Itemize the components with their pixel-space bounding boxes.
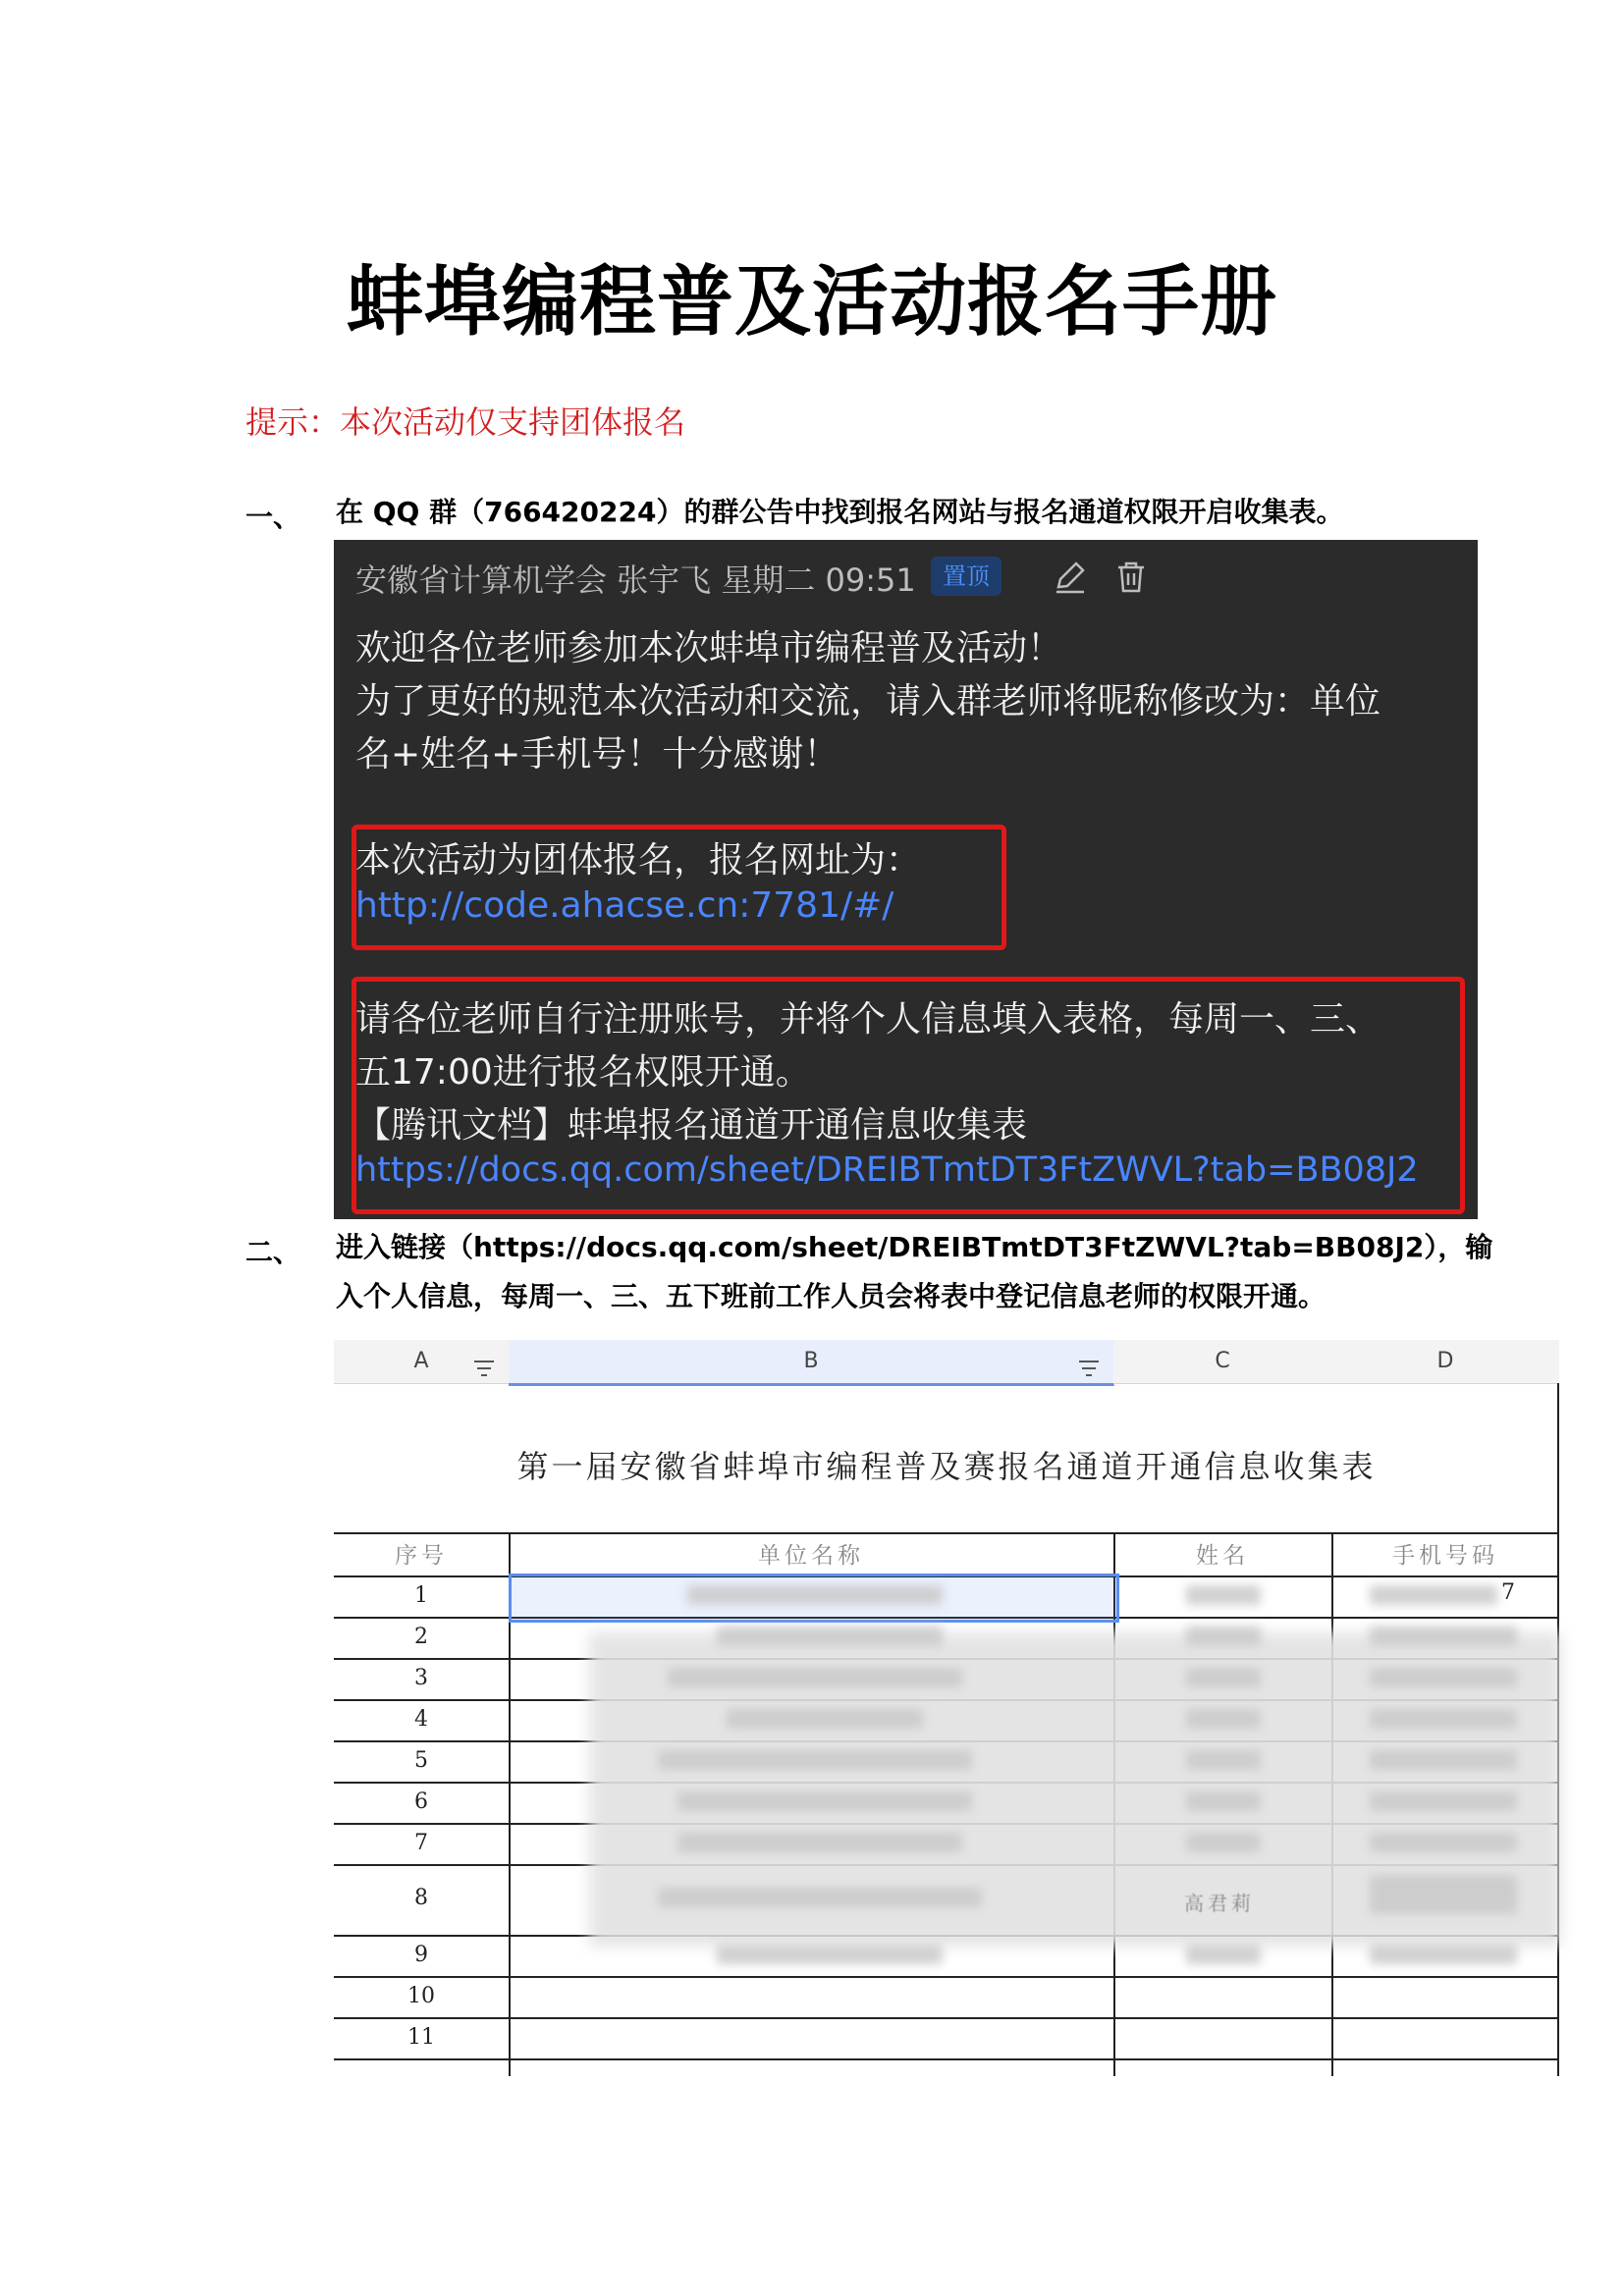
redacted-unit-name (677, 1791, 972, 1811)
redacted-phone (1370, 1791, 1517, 1811)
redacted-unit-name (658, 1750, 972, 1770)
table-border (334, 2058, 1559, 2060)
column-header-c[interactable] (1113, 1340, 1332, 1384)
header-unit-name: 单位名称 (758, 1543, 864, 1569)
filter-icon[interactable] (1078, 1352, 1100, 1395)
header-serial: 序号 (395, 1543, 448, 1569)
step-2-text-line2: 入个人信息，每周一、三、五下班前工作人员会将表中登记信息老师的权限开通。 (336, 1280, 1326, 1312)
column-header-label: A (413, 1349, 429, 1373)
redacted-name (1186, 1833, 1261, 1852)
redacted-phone (1370, 1668, 1517, 1687)
row-number: 2 (414, 1625, 428, 1649)
highlight-box-registration (352, 825, 1006, 950)
redacted-name (1186, 1791, 1261, 1811)
redacted-unit-name (727, 1709, 923, 1729)
step-2-number: 二、 (245, 1236, 301, 1268)
redacted-unit-name (687, 1585, 943, 1605)
announcement-header: 安徽省计算机学会 张宇飞 星期二 09:51 (355, 561, 916, 599)
row-number: 10 (407, 1984, 435, 2008)
column-header-label: D (1436, 1349, 1454, 1373)
step-1-text: 在 QQ 群（766420224）的群公告中找到报名网站与报名通道权限开启收集表。 (336, 496, 1344, 528)
announcement-line: 名+姓名+手机号！十分感谢！ (355, 734, 839, 774)
highlight-box-collection-form (352, 977, 1465, 1214)
step-1-number: 一、 (245, 501, 301, 533)
header-phone: 手机号码 (1392, 1543, 1498, 1569)
sheet-title: 第一届安徽省蚌埠市编程普及赛报名通道开通信息收集表 (516, 1448, 1377, 1485)
redacted-name (1186, 1668, 1261, 1687)
announcement-line: 【腾讯文档】蚌埠报名通道开通信息收集表 (355, 1105, 1028, 1146)
row-number: 11 (407, 2025, 435, 2050)
pin-badge: 置顶 (931, 557, 1001, 596)
redacted-name (1186, 1709, 1261, 1729)
redacted-name (1186, 1585, 1261, 1605)
redacted-phone (1370, 1750, 1517, 1770)
partial-phone: 7 (1501, 1580, 1515, 1605)
step-2-text-line1: 进入链接（https://docs.qq.com/sheet/DREIBTmtDT3FtZWVL?tab=BB08J2），输 (336, 1231, 1493, 1263)
redacted-phone (1370, 1709, 1517, 1729)
redacted-unit-name (717, 1627, 943, 1646)
partial-name: 高君莉 (1184, 1892, 1255, 1915)
row-number: 5 (414, 1748, 428, 1773)
spreadsheet (334, 1340, 1559, 2076)
row-number: 6 (414, 1789, 428, 1814)
announcement-line: 请各位老师自行注册账号，并将个人信息填入表格，每周一、三、 (355, 999, 1381, 1040)
hint-text: 提示：本次活动仅支持团体报名 (245, 403, 686, 441)
row-number: 1 (414, 1583, 428, 1608)
redacted-phone (1370, 1833, 1517, 1852)
redacted-name (1186, 1750, 1261, 1770)
table-border (334, 1532, 1559, 1534)
tencent-doc-link[interactable]: https://docs.qq.com/sheet/DREIBTmtDT3FtZWVL?tab=BB08J2 (355, 1150, 1419, 1190)
redacted-unit-name (668, 1668, 962, 1687)
redacted-unit-name (717, 1945, 943, 1964)
announcement-line: 本次活动为团体报名，报名网址为： (355, 840, 922, 881)
announcement-line: 欢迎各位老师参加本次蚌埠市编程普及活动！ (355, 628, 1063, 668)
edit-icon[interactable] (1051, 558, 1090, 601)
redacted-phone (1370, 1585, 1497, 1605)
announcement-line: 为了更好的规范本次活动和交流，请入群老师将昵称修改为：单位 (355, 681, 1381, 721)
filter-icon[interactable] (473, 1352, 495, 1395)
registration-site-link[interactable]: http://code.ahacse.cn:7781/#/ (355, 885, 894, 926)
redacted-phone (1370, 1875, 1517, 1914)
redacted-name (1186, 1627, 1261, 1646)
column-header-b[interactable] (509, 1340, 1114, 1386)
row-number: 4 (414, 1707, 428, 1732)
redacted-unit-name (658, 1888, 982, 1907)
redacted-phone (1370, 1627, 1517, 1646)
row-number: 9 (414, 1943, 428, 1967)
table-border (334, 1976, 1559, 1978)
header-name: 姓名 (1196, 1543, 1249, 1569)
document-title: 蚌埠编程普及活动报名手册 (346, 258, 1277, 347)
table-border (334, 2017, 1559, 2019)
redacted-phone (1370, 1945, 1517, 1964)
announcement-line: 五17:00进行报名权限开通。 (355, 1052, 811, 1093)
row-number: 8 (414, 1886, 428, 1910)
redacted-unit-name (677, 1833, 962, 1852)
row-number: 7 (414, 1831, 428, 1855)
column-header-a[interactable] (334, 1340, 510, 1384)
column-header-label: B (803, 1349, 819, 1373)
trash-icon[interactable] (1111, 558, 1151, 601)
column-header-label: C (1215, 1349, 1230, 1373)
column-header-d[interactable] (1331, 1340, 1559, 1384)
qq-group-announcement (334, 540, 1478, 1219)
row-number: 3 (414, 1666, 428, 1690)
redacted-name (1186, 1945, 1261, 1964)
